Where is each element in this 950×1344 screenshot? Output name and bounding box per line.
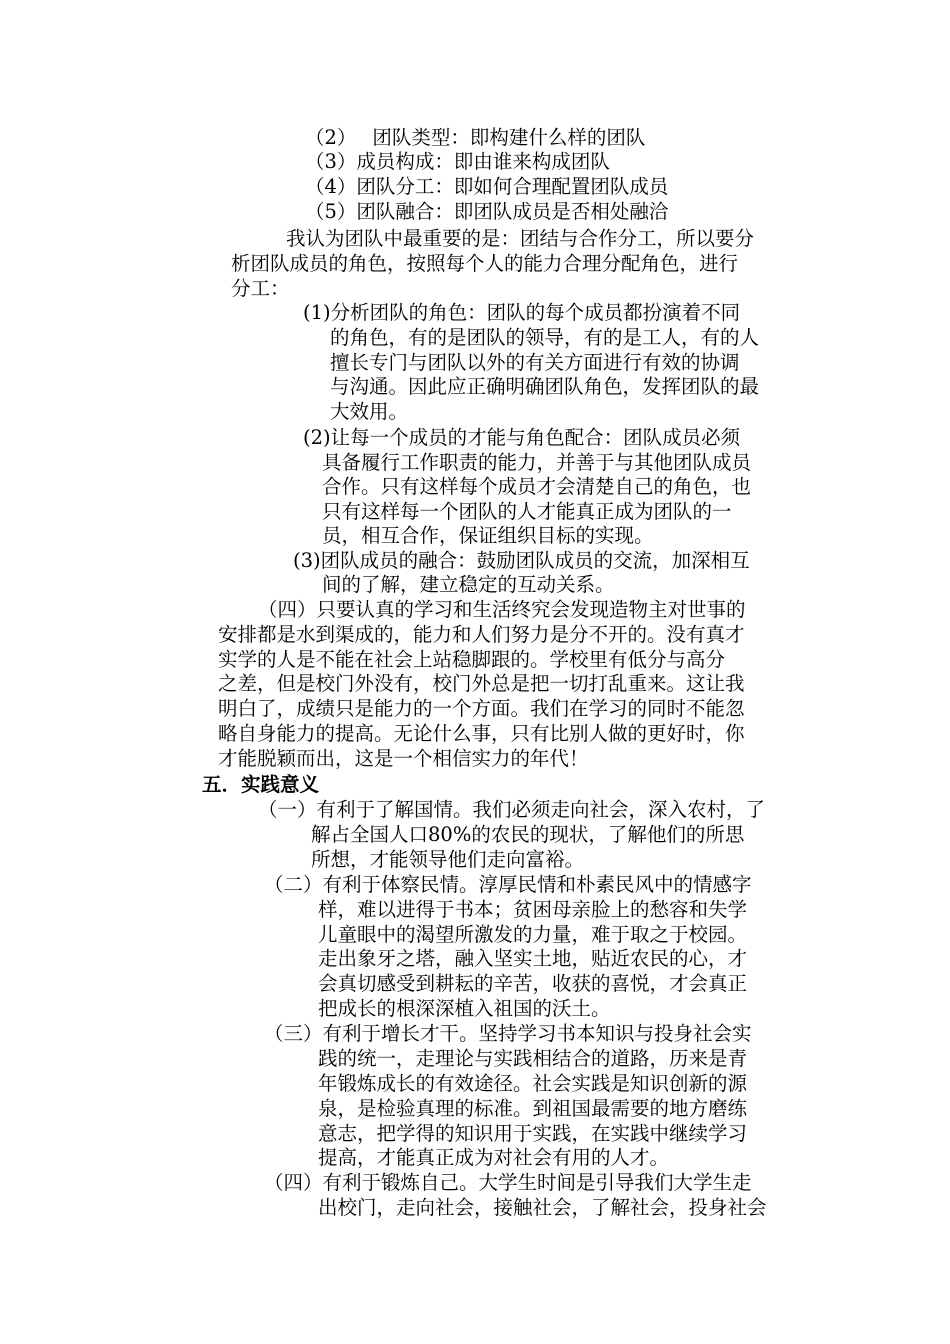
- fusion-item-line: (3)团队成员的融合：鼓励团队成员的交流，加深相互: [293, 549, 750, 572]
- intro-line: 分工：: [231, 277, 290, 300]
- meaning-item-line: 走出象牙之塔，融入坚实土地，贴近农民的心，才: [318, 947, 748, 970]
- role-item-line: (1)分析团队的角色：团队的每个成员都扮演着不同: [303, 301, 741, 324]
- meaning-item-line: 所想，才能领导他们走向富裕。: [311, 848, 585, 871]
- talent-item-line: 只有这样每一个团队的人才能真正成为团队的一: [322, 500, 732, 523]
- paragraph-four-line: 之差，但是校门外没有，校门外总是把一切打乱重来。这让我: [218, 672, 745, 695]
- team-type-line: （5）团队融合：即团队成员是否相处融洽: [305, 200, 669, 223]
- team-type-line: （3）成员构成：即由谁来构成团队: [305, 150, 610, 173]
- talent-item-line: (2)让每一个成员的才能与角色配合：团队成员必须: [303, 426, 741, 449]
- meaning-item-line: 年锻炼成长的有效途径。社会实践是知识创新的源: [318, 1072, 748, 1095]
- meaning-item-line: 把成长的根深深植入祖国的沃土。: [318, 997, 611, 1020]
- meaning-item-line: 儿童眼中的渴望所激发的力量，难于取之于校园。: [318, 923, 748, 946]
- meaning-item-line: 会真切感受到耕耘的辛苦，收获的喜悦，才会真正: [318, 972, 748, 995]
- meaning-item-line: （三）有利于增长才干。坚持学习书本知识与投身社会实: [264, 1022, 752, 1045]
- intro-line: 析团队成员的角色，按照每个人的能力合理分配角色，进行: [231, 252, 739, 275]
- meaning-item-line: 出校门，走向社会，接触社会，了解社会，投身社会: [318, 1196, 767, 1219]
- meaning-item-line: 提高，才能真正成为对社会有用的人才。: [318, 1146, 670, 1169]
- talent-item-line: 员，相互合作，保证组织目标的实现。: [322, 524, 654, 547]
- talent-item-line: 合作。只有这样每个成员才会清楚自己的角色，也: [322, 475, 752, 498]
- role-item-line: 的角色，有的是团队的领导，有的是工人，有的人: [330, 326, 760, 349]
- meaning-item-line: （二）有利于体察民情。淳厚民情和朴素民风中的情感字: [264, 873, 752, 896]
- role-item-line: 擅长专门与团队以外的有关方面进行有效的协调: [330, 351, 740, 374]
- team-type-line: （2） 团队类型：即构建什么样的团队: [305, 126, 646, 149]
- meaning-item-line: 践的统一，走理论与实践相结合的道路，历来是青: [318, 1047, 748, 1070]
- meaning-item-line: （四）有利于锻炼自己。大学生时间是引导我们大学生走: [264, 1171, 752, 1194]
- meaning-item-line: 样，难以进得于书本；贫困母亲脸上的愁容和失学: [318, 898, 748, 921]
- team-type-line: （4）团队分工：即如何合理配置团队成员: [305, 175, 669, 198]
- paragraph-four-line: （四）只要认真的学习和生活终究会发现造物主对世事的: [258, 598, 746, 621]
- role-item-line: 与沟通。因此应正确明确团队角色，发挥团队的最: [330, 375, 760, 398]
- paragraph-four-line: 才能脱颖而出，这是一个相信实力的年代！: [218, 747, 589, 770]
- paragraph-four-line: 实学的人是不能在社会上站稳脚跟的。学校里有低分与高分: [218, 648, 726, 671]
- meaning-item-line: 意志，把学得的知识用于实践，在实践中继续学习: [318, 1122, 748, 1145]
- talent-item-line: 具备履行工作职责的能力，并善于与其他团队成员: [322, 451, 752, 474]
- intro-line: 我认为团队中最重要的是：团结与合作分工，所以要分: [286, 227, 755, 250]
- meaning-item-line: （一）有利于了解国情。我们必须走向社会，深入农村，了: [258, 798, 766, 821]
- paragraph-four-line: 明白了，成绩只是能力的一个方面。我们在学习的同时不能忽: [218, 697, 745, 720]
- paragraph-four-line: 略自身能力的提高。无论什么事，只有比别人做的更好时，你: [218, 722, 745, 745]
- paragraph-four-line: 安排都是水到渠成的，能力和人们努力是分不开的。没有真才: [218, 623, 745, 646]
- meaning-item-line: 泉，是检验真理的标准。到祖国最需要的地方磨练: [318, 1097, 748, 1120]
- meaning-item-line: 解占全国人口80%的农民的现状，了解他们的所思: [311, 823, 745, 846]
- fusion-item-line: 间的了解，建立稳定的互动关系。: [322, 573, 615, 596]
- role-item-line: 大效用。: [330, 400, 409, 423]
- section-heading: 五．实践意义: [202, 773, 320, 796]
